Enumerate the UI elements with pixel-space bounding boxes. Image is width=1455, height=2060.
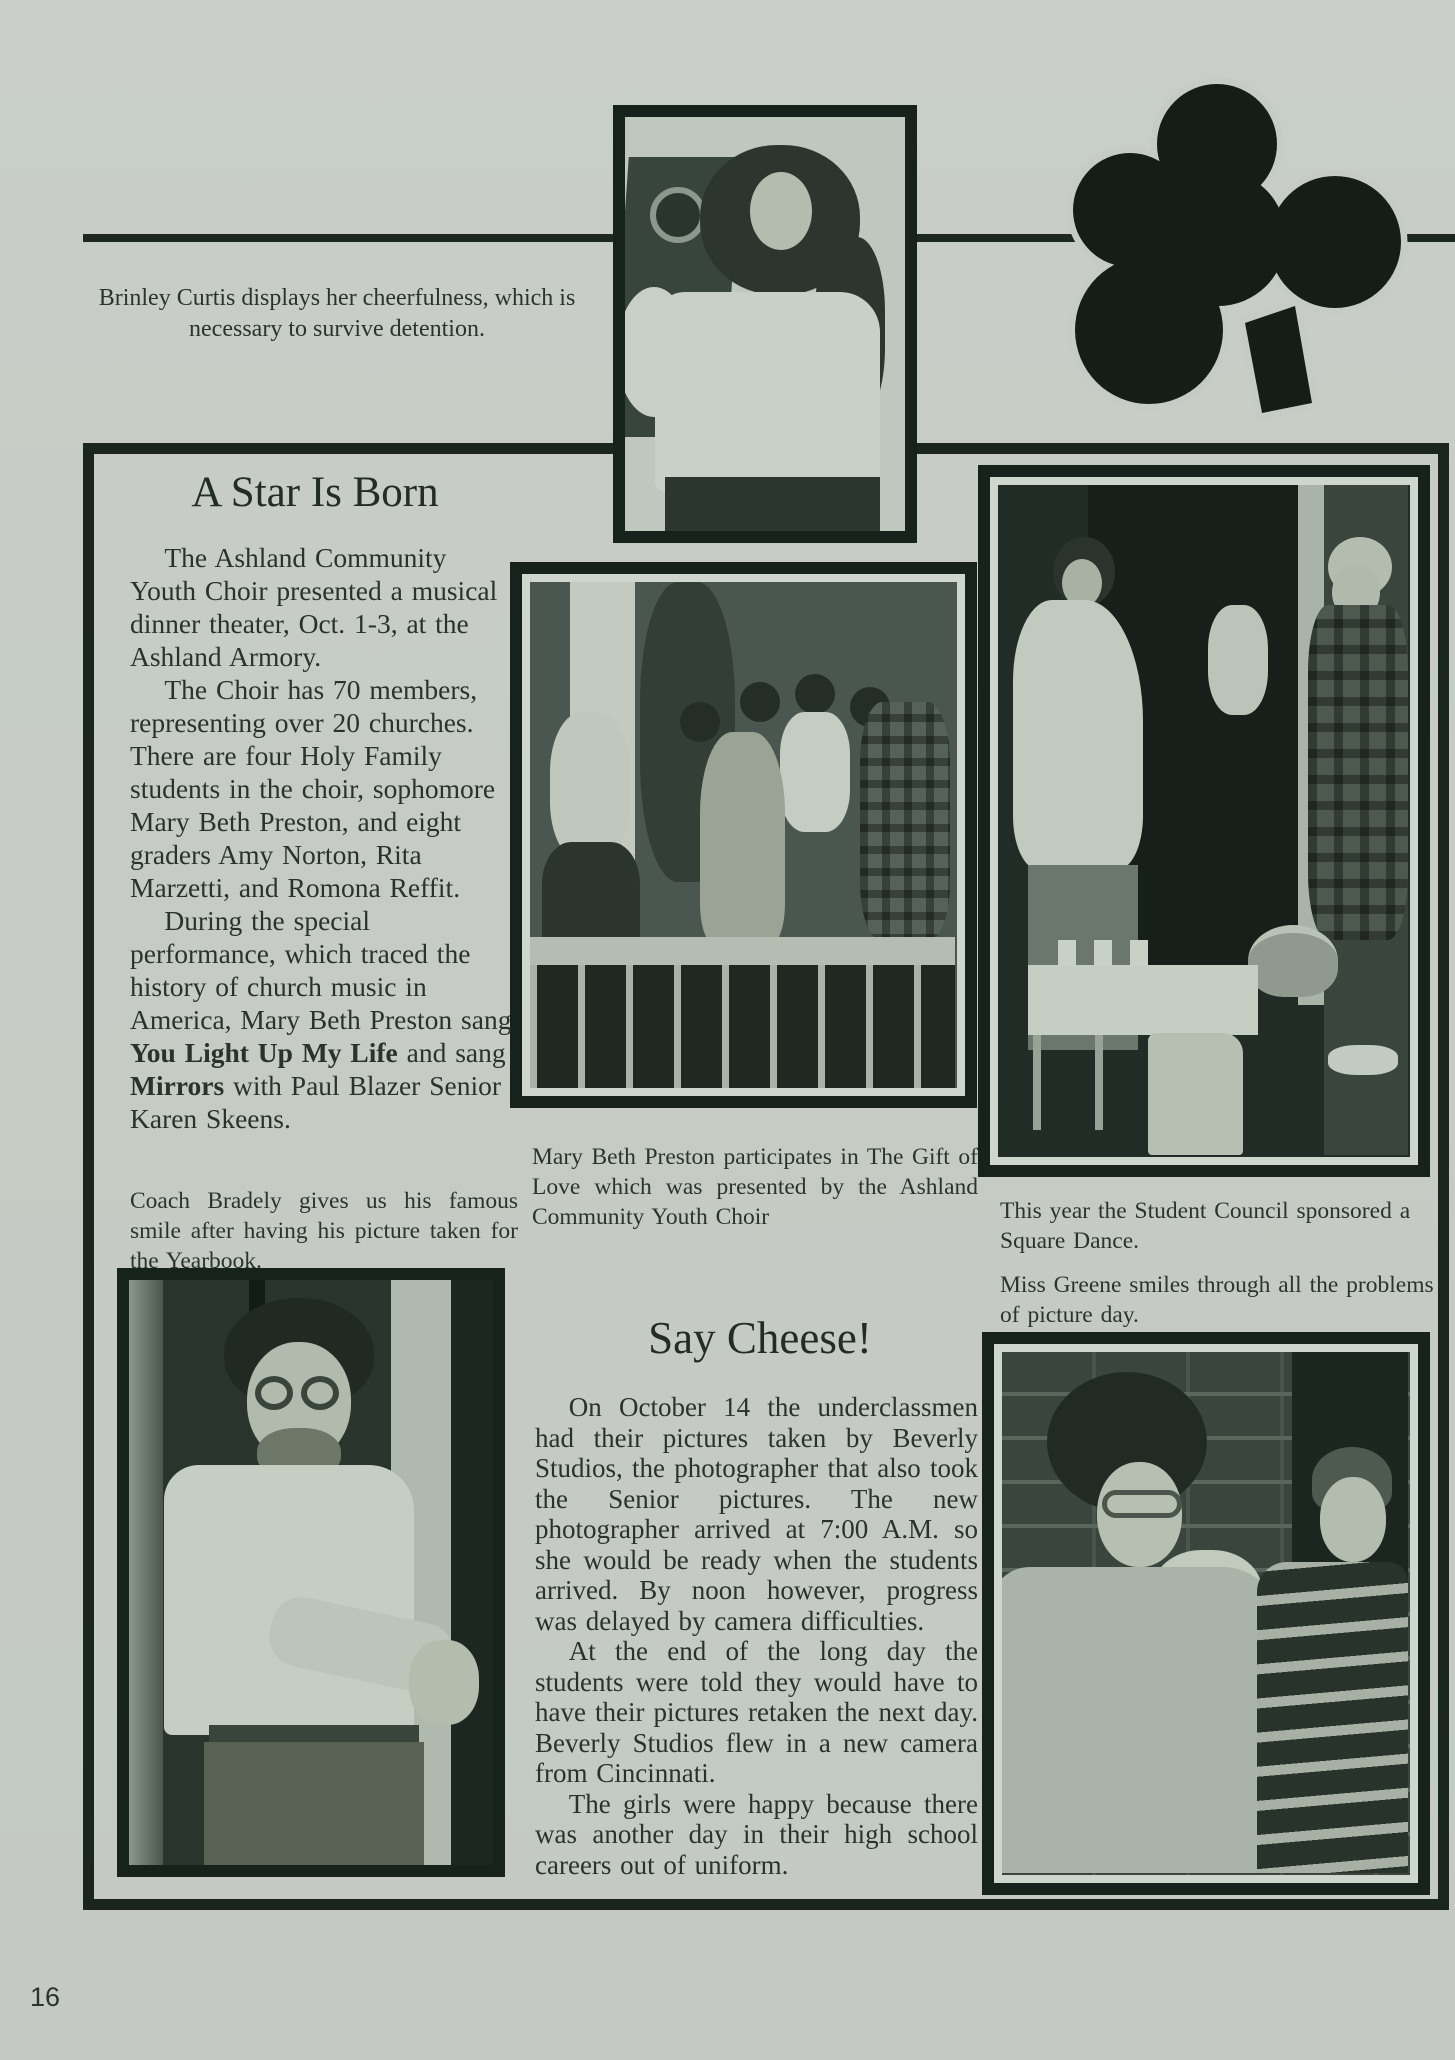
cheese-paragraph-2: At the end of the long day the students were told they would have to have their pictures retaken the next day. Beverly Studios flew in a new camera from Cincinnati.: [535, 1636, 978, 1788]
paper-cup: [1058, 940, 1076, 966]
glasses-right-lens: [301, 1376, 339, 1410]
caption-choir: Mary Beth Preston participates in The Gift of Love which was presented by the Ashland Community Youth Choir: [532, 1144, 978, 1230]
girl-white-top: [1208, 605, 1268, 715]
punch-bowl: [1248, 925, 1338, 997]
chorister-head: [740, 682, 780, 722]
star-paragraph-3: [130, 904, 512, 1135]
refreshment-table: [1028, 965, 1258, 1035]
shamrock-icon: [1050, 78, 1420, 428]
photo-brinley: [613, 105, 917, 543]
paper-cup: [1094, 940, 1112, 966]
glasses-left-lens: [255, 1376, 293, 1410]
star-p3-text: During the special performance, which traced the history of church music in America, Mary Beth Preston sang: [130, 905, 512, 1035]
caption-miss-greene: Miss Greene smiles through all the problems of picture day.: [1000, 1272, 1434, 1328]
caption-brinley-line1: Brinley Curtis displays her cheerfulness, which is: [98, 285, 576, 311]
photo-brinley-image: [625, 117, 905, 531]
caption-coach: Coach Bradely gives us his famous smile after having his picture taken for the Yearbook.: [130, 1188, 518, 1274]
stage-table-top: [530, 937, 955, 965]
boy-white-shirt: [1013, 600, 1143, 870]
sneaker: [1328, 1045, 1398, 1075]
star-article-title: A Star Is Born: [191, 469, 439, 516]
chorister-kneeling: [700, 732, 785, 947]
speaker-circle: [650, 187, 706, 243]
page-number: 16: [30, 1982, 61, 2012]
plaid-boy-shirt: [1308, 605, 1408, 940]
photo-coach: [117, 1268, 505, 1877]
stage-table-legs: [530, 965, 955, 1090]
photo-choir: [510, 562, 977, 1108]
cheese-paragraph-3: The girls were happy because there was another day in their high school careers out of uniform.: [535, 1788, 978, 1880]
chorister-plaid: [860, 702, 950, 942]
star-p3-text: with Paul Blazer Senior Karen Skeens.: [130, 1070, 502, 1134]
chorister-head: [680, 702, 720, 742]
star-paragraph-1: The Ashland Community Youth Choir presented a musical dinner theater, Oct. 1-3, at the Ashland Armory.: [130, 542, 498, 672]
chorister-head: [795, 674, 835, 714]
paper-bag: [1148, 1033, 1243, 1155]
photo-choir-image: [522, 574, 965, 1096]
chorister-left: [550, 712, 630, 862]
greene-jacket: [994, 1567, 1282, 1873]
door-edge-left: [129, 1280, 163, 1865]
chorister-white-shirt: [780, 712, 850, 832]
photo-square-dance-image: [990, 477, 1418, 1165]
coach-trousers: [204, 1742, 424, 1865]
figure-face: [750, 172, 812, 250]
figure-shirt: [655, 292, 880, 492]
greene-glasses: [1102, 1490, 1182, 1518]
caption-brinley-line2: necessary to survive detention.: [189, 316, 485, 342]
coach-hand: [409, 1640, 479, 1725]
star-article-body: [130, 541, 512, 1135]
photo-square-dance: [978, 465, 1430, 1177]
top-rule-left: [83, 234, 613, 242]
caption-brinley: [98, 283, 576, 345]
star-p3-text: and sang: [397, 1037, 506, 1068]
paper-cup: [1130, 940, 1148, 966]
song-title-you-light-up-my-life: You Light Up My Life: [130, 1037, 398, 1068]
caption-square-dance: This year the Student Council sponsored a Square Dance.: [1000, 1198, 1411, 1254]
cheese-paragraph-1: On October 14 the underclassmen had their pictures taken by Beverly Studios, the photographer that also took the Senior pictures. The new photographer arrived at 7:00 A.M. so she would be ready when the students arrived. By noon however, progress was delayed by camera difficulties.: [535, 1392, 978, 1636]
student-face: [1320, 1477, 1386, 1562]
star-paragraph-2: The Choir has 70 members, representing over 20 churches. There are four Holy Family students in the choir, sophomore Mary Beth Preston, and eight graders Amy Norton, Rita Marzetti, and Romona Reffit.: [130, 674, 496, 903]
dark-right-strip: [451, 1280, 493, 1865]
song-title-mirrors: Mirrors: [130, 1070, 225, 1101]
photo-miss-greene-image: [994, 1344, 1418, 1883]
student-striped-sweater: [1257, 1562, 1408, 1873]
photo-miss-greene: [982, 1332, 1430, 1895]
photo-coach-image: [129, 1280, 493, 1865]
cheese-article-body: [535, 1392, 978, 1880]
figure-pants: [665, 477, 880, 531]
cheese-article-title: Say Cheese!: [648, 1313, 872, 1363]
